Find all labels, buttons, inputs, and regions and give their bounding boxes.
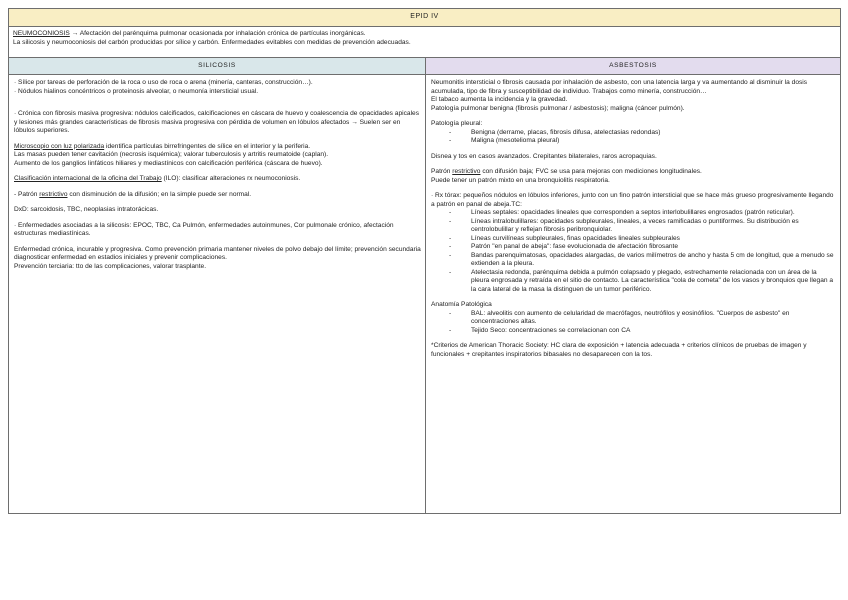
silicosis-body [9,75,426,514]
intro-term: NEUMOCONIOSIS [13,30,70,37]
silicosis-p3-text: identifica partículas birrefringentes de sílice en el interior y la periferia. [104,142,311,150]
asbestosis-p1b: El tabaco aumenta la incidencia y la gravedad. [431,96,568,103]
list-item: - Atelectasia redonda, parénquima debida a pulmón colapsado y plegado, estrechamente relacionada con un área de la pleura engrosada y retraída en el sitio de contacto. La característica "cola de cometa" de los vasos y bronquios que llegan a la cara lateral de la masa la distinguen de un tumor periférico. [471,269,836,295]
asbestosis-header: ASBESTOSIS [426,58,841,75]
silicosis-p8b: Prevención terciaria: tto de las complicaciones, valorar trasplante. [14,262,207,270]
intro-arrow: → [69,30,80,37]
intro-definition: Afectación del parénquima pulmonar ocasionada por inhalación crónica de partículas inorgánicas. [79,30,366,37]
asbestosis-p1: Neumonitis intersticial o fibrosis causada por inhalación de asbesto, con una latencia larga y va aumentando al disminuir la dosis acumulada, tipo de fibra y susceptibilidad de individuo. Trabajos como minería, construcción… [431,79,808,95]
silicosis-p6: DxD: sarcoidosis, TBC, neoplasias intratorácicas. [14,206,159,213]
list-item: - BAL: alveolitis con aumento de celularidad de macrófagos, neutrófilos y eosinófilos. "Cuerpos de asbesto" en concentraciones altas. [471,310,836,327]
asbestosis-criteria: *Criterios de American Thoracic Society: HC clara de exposición + latencia adecuada + criterios clínicos de pruebas de imagen y funcionales + crepitantes inspiratorios bibasales no desaparecen con la tos. [431,342,807,358]
silicosis-header: SILICOSIS [9,58,426,75]
silicosis-p7: · Enfermedades asociadas a la silicosis: EPOC, TBC, Ca Pulmón, enfermedades autoinmunes, Cor pulmonale crónico, afectación estructuras mediastínicas. [14,221,394,237]
silicosis-p5 [14,191,421,200]
silicosis-p5-prefix: - Patrón [14,190,40,198]
asbestosis-p4 [431,168,836,177]
asbestosis-p4-underlined: restrictivo [452,168,481,175]
silicosis-p3 [14,143,421,152]
asbestosis-p1c: Patología pulmonar benigna (fibrosis pulmonar / asbestosis); maligna (cáncer pulmón). [431,104,685,112]
silicosis-p8: Enfermedad crónica, incurable y progresiva. Como prevención primaria mantener niveles de polvo debajo del límite; prevención secundaria diagnosticar enfermedad en estadios iniciales y prevenir complicaciones. [14,245,421,261]
list-item: - Líneas septales: opacidades lineales que corresponden a septos interlobulillares engrosados (patrón reticular). [471,209,836,218]
ap-title: Anatomía Patológica [431,301,492,308]
list-item: - Patrón "en panal de abeja": fase evolucionada de afectación fibrosante [471,243,836,252]
intro-line2: La silicosis y neumoconiosis del carbón producidas por sílice y carbón. Enfermedades evitables con medidas de prevención adecuadas. [13,38,411,46]
silicosis-p3c: Aumento de los ganglios linfáticos hiliares y mediastínicos con calcificación periférica (cáscara de huevo). [14,159,323,167]
asbestosis-p3: Disnea y tos en casos avanzados. Crepitantes bilaterales, raros acropaquias. [431,152,657,160]
list-item: - Líneas intralobulillares: opacidades subpleurales, lineales, a veces ramificadas o puntiformes. Su distribución es centrolobulillar y reflejan fibrosis peribronquiolar. [471,218,836,235]
silicosis-p3b: Las masas pueden tener cavitación (necrosis isquémica); valorar tuberculosis y artritis reumatoide (caplan). [14,151,329,158]
ap-list [431,310,836,336]
table-title: EPID IV [9,9,841,27]
asbestosis-p4b: Puede tener un patrón mixto en una bronquiolitis respiratoria. [431,176,610,184]
list-item: - Tejido Seco: concentraciones se correlacionan con CA [471,327,836,336]
tc-list [431,209,836,294]
list-item: - Maligna (mesotelioma pleural) [471,137,836,146]
intro-cell [9,27,841,58]
list-item: - Líneas curvilíneas subpleurales, finas opacidades lineales subpleurales [471,235,836,244]
list-item: - Bandas parenquimatosas, opacidades alargadas, de varios milímetros de ancho y hasta 5 cm de longitud, que a menudo se extienden a la pleura. [471,252,836,269]
silicosis-p3-underlined: Microscopio con luz polarizada [14,142,105,150]
pleural-list [431,129,836,146]
document-sheet [8,8,840,514]
summary-table [8,8,841,514]
asbestosis-p5: · Rx tórax: pequeños nódulos en lóbulos inferiores, junto con un fino patrón intersticial que se hace más grueso progresivamente llegando a patrón en panal de abeja.TC: [431,192,834,208]
silicosis-p4-underlined: Clasificación internacional de la oficina del Trabajo [14,175,162,182]
silicosis-p4-text: (ILO): clasificar alteraciones rx neumoconiosis. [161,175,301,182]
list-item: - Benigna (derrame, placas, fibrosis difusa, atelectasias redondas) [471,129,836,138]
silicosis-p2: · Crónica con fibrosis masiva progresiva: nódulos calcificados, calcificaciones en cáscara de huevo y coalescencia de opacidades apicales y lesiones más grandes características de fibrosis masiva progresiva con pérdida de volumen en lóbulos afectados → Suelen ser en lóbulos superiores. [14,110,419,134]
silicosis-p1: · Sílice por tareas de perforación de la roca o uso de roca o arena (minería, canteras, construcción…). [14,79,313,86]
asbestosis-p4-text: con difusión baja; FVC se usa para mejoras con mediciones longitudinales. [480,168,702,175]
silicosis-p5-underlined: restrictivo [39,190,68,198]
silicosis-p1b: · Nódulos hialinos concéntricos o proteinosis alveolar, o neumonía intersticial usual. [14,87,259,95]
asbestosis-p4-prefix: Patrón [431,168,453,175]
silicosis-p4 [14,175,421,184]
silicosis-p5-text: con disminución de la difusión; en la simple puede ser normal. [67,190,252,198]
pleural-title: Patología pleural: [431,120,483,127]
asbestosis-body [426,75,841,514]
